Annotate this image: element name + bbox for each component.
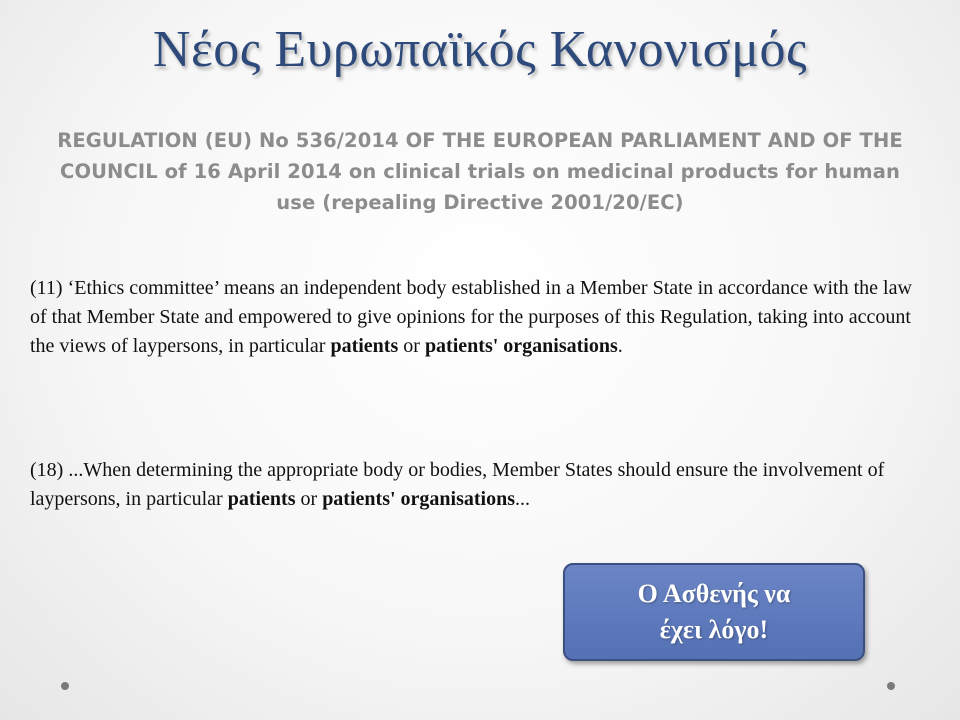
paragraph-18-bold-patients: patients xyxy=(227,488,296,510)
paragraph-18 xyxy=(30,456,930,514)
decorative-dot-left xyxy=(61,682,69,690)
paragraph-18-bold-organisations: patients' organisations xyxy=(322,488,515,510)
decorative-dot-right xyxy=(887,682,895,690)
paragraph-18-text-2: or xyxy=(295,488,323,510)
paragraph-11-text-2: or xyxy=(398,335,425,357)
paragraph-18-text-1: (18) ...When determining the appropriate body or bodies, Member States should ensure the involvement of laypersons, in particular xyxy=(30,459,885,510)
paragraph-11 xyxy=(30,274,930,361)
slide-title: Νέος Ευρωπαϊκός Κανονισμός xyxy=(152,21,808,78)
paragraph-18-text-3: ... xyxy=(515,488,530,510)
paragraph-11-bold-patients: patients xyxy=(330,335,399,357)
regulation-subtitle: REGULATION (EU) No 536/2014 OF THE EUROPEAN PARLIAMENT AND OF THE COUNCIL of 16 April 2014 on clinical trials on medicinal products for human use (repealing Directive 2001/20/EC) xyxy=(57,129,903,214)
paragraph-11-bold-organisations: patients' organisations xyxy=(424,335,618,357)
callout-text: Ο Ασθενής να έχει λόγο! xyxy=(637,579,791,644)
patient-voice-callout-box xyxy=(563,563,865,661)
paragraph-11-text-1: (11) ‘Ethics committee’ means an independent body established in a Member State in accordance with the law of that Member State and empowered to give opinions for the purposes of this Regulation, taking into account the views of laypersons, in particular xyxy=(30,277,912,357)
paragraph-11-text-3: . xyxy=(617,335,623,357)
